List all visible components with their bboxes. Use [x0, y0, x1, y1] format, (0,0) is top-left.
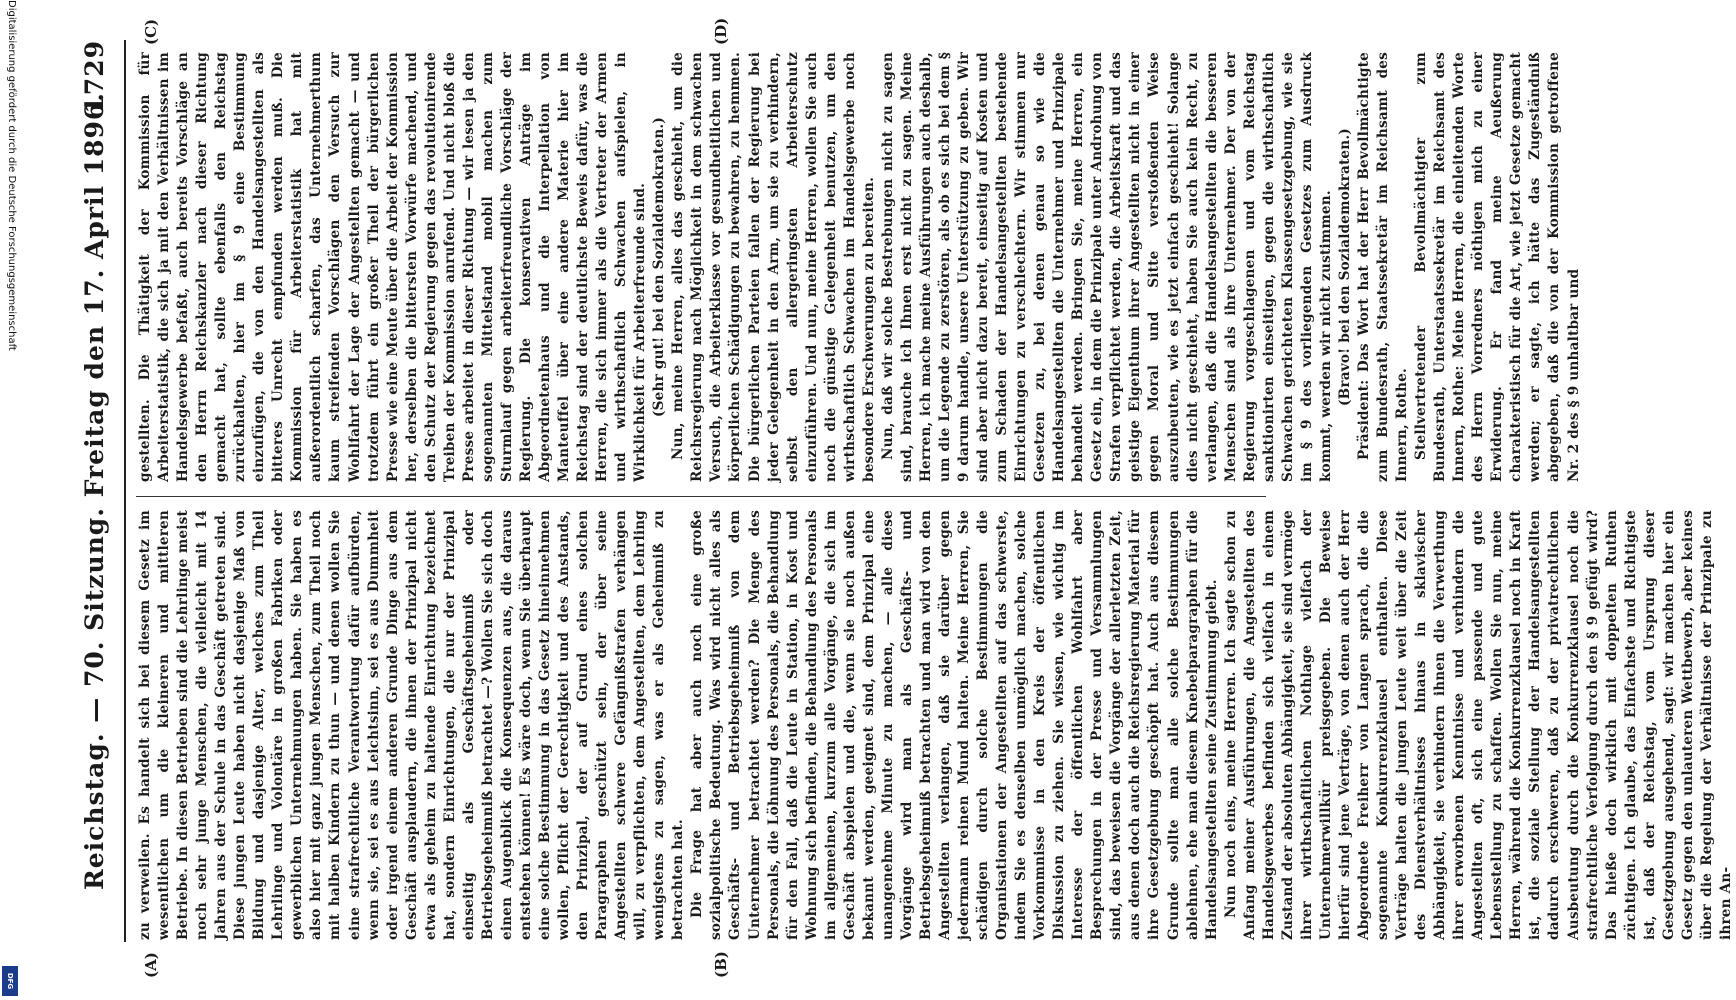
right-paragraph-2: Nun, meine Herren, alles das geschieht, um die Reichsregierung nach Möglichkeit in dem schwachen Versuch, die Arbeiterklasse vor gesundheitlichen und körperlichen Schädigungen zu bewahren, zu hemmen. Die bürgerlichen Parteien fallen der Regierung bei jeder Gelegenheit in den Arm, um sie zu verhindern, selbst den allergeringsten Arbeiterschutz einzuführen. Und nun, meine Herren, wollen Sie auch noch die günstige Gelegenheit benutzen, um den wirthschaftlich Schwachen im Handelsgewerbe noch besondere Erschwerungen zu bereiten.: [670, 52, 877, 482]
column-divider: [136, 496, 1266, 497]
digitization-sidebar: [4, 0, 18, 1000]
margin-marker-d: (D): [712, 17, 730, 45]
page-number: 1729: [80, 40, 109, 114]
left-paragraph-3: Nun noch eins, meine Herren. Ich sagte schon zu Anfang meiner Ausführungen, die Angestellten des Handelsgewerbes befinden sich vielfach in einem Zustand der absoluten Abhängigkeit, sie sind vermöge ihrer wirthschaftlichen Nothlage vielfach der Unternehmerwillkür preisgegeben. Die Beweise hierfür sind jene Verträge, von denen auch der Herr Abgeordnete Freiherr von Langen sprach, die die sogenannte Konkurrenzklausel enthalten. Diese Verträge halten die jungen Leute weit über die Zeit des Dienstverhältnisses hinaus in sklavischer Abhängigkeit, sie verhindern ihnen die Verwerthung ihrer erworbenen Kenntnisse und verhindern die Angestellten oft, sich eine passende und gute Lebensstellung zu schaffen. Wollen Sie nun, meine Herren, während die Konkurrenzklausel noch in Kraft ist, die soziale Stellung der Handelsangestellten dadurch erschweren, daß zu der privatrechtlichen Ausbeutung durch die Konkurrenzklausel noch die strafrechtliche Verfolgung durch den § 9 gefügt wird? Das hieße doch wirklich mit doppelten Ruthen züchtigen. Ich glaube, das Einfachste und Richtigste ist, daß der Reichstag, vom Ursprung dieser Gesetzgebung ausgehend, sagt: wir machen hier ein Gesetz gegen den unlauteren Wettbewerb, aber keines über die Regelung der Verhältnisse der Prinzipale zu ihren An-: [1222, 510, 1734, 940]
page-header: [74, 40, 118, 942]
dfg-logo-text: DFG: [6, 972, 14, 990]
margin-marker-a: (A): [142, 952, 160, 978]
header-rule: [124, 40, 126, 942]
right-paragraph-4: Präsident: Das Wort hat der Herr Bevollmächtigte zum Bundesrath, Staatssekretär im Reichsamt des Innern, Rothe.: [1356, 52, 1411, 482]
scanned-page: [32, 0, 1734, 1000]
left-paragraph-1: zu verweilen. Es handelt sich bei diesem Gesetz im wesentlichen um die kleineren und mittleren Betriebe. In diesen Betrieben sind die Lehrlinge meist noch sehr junge Menschen, die vielleicht mit 14 Jahren aus der Schule in das Geschäft getreten sind. Diese jungen Leute haben nicht dasjenige Maß von Bildung und dasjenige Alter, welches zum Theil Lehrlinge und Volontäre in großen Fabriken oder gewerblichen Unternehmungen haben. Sie haben es also hier mit ganz jungen Menschen, zum Theil noch mit halben Kindern zu thun — und denen wollen Sie eine strafrechtliche Verantwortung dafür aufbürden, wenn sie, sei es aus Leichtsinn, sei es aus Dummheit oder irgend einem anderen Grunde Dinge aus dem Geschäft ausplaudern, die ihnen der Prinzipal nicht etwa als geheim zu haltende Einrichtung bezeichnet hat, sondern Einrichtungen, die nur der Prinzipal einseitig als Geschäftsgeheimniß oder Betriebsgeheimniß betrachtet —? Wollen Sie sich doch einen Augenblick die Konsequenzen aus, die daraus entstehen können! Es wäre doch, wenn Sie überhaupt eine solche Bestimmung in das Gesetz hineinnehmen wollen, Pflicht der Gerechtigkeit und des Anstands, den Prinzipal, der auf Grund eines solchen Paragraphen geschützt sein, der über seine Angestellten schwere Gefängnißstrafen verhängen will, zu verpflichten, dem Angestellten, dem Lehrling wenigstens zu sagen, was er als Geheimniß zu betrachten hat.: [137, 510, 687, 940]
margin-marker-b: (B): [712, 951, 730, 978]
margin-marker-c: (C): [142, 18, 160, 45]
header-title: Reichstag. — 70. Sitzung. Freitag den 17. April 1896.: [80, 91, 109, 891]
digitization-credit: Digitalisierung gefördert durch die Deutsche Forschungsgemeinschaft: [6, 0, 17, 351]
left-paragraph-2: Die Frage hat aber auch noch eine große sozialpolitische Bedeutung. Was wird nicht alles als Geschäfts- und Betriebsgeheimniß von dem Unternehmer betrachtet werden? Die Menge des Personals, die Löhnung des Personals, die Behandlung für den Fall, daß die Leute in Station, in Kost und Wohnung sich befinden, die Behandlung des Personals im allgemeinen, kurzum alle Vorgänge, die sich im Geschäft abspielen und die, wenn sie noch außen bekannt werden, geeignet sind, dem Prinzipal eine unangenehme Minute zu machen, — alle diese Vorgänge wird man als Geschäfts- und Betriebsgeheimniß betrachten und man wird von den Angestellten verlangen, daß sie darüber gegen jedermann reinen Mund halten. Meine Herren, Sie schädigen durch solche Bestimmungen die Organisationen der Angestellten auf das schwerste, indem Sie es denselben unmöglich machen, solche Vorkommnisse in den Kreis der öffentlichen Diskussion zu ziehen. Sie wissen, wie wichtig im Interesse der öffentlichen Wohlfahrt aber Besprechungen in der Presse und Versammlungen sind, das beweisen die Vorgänge der allerletzten Zeit, aus denen doch auch die Reichsregierung Material für ihre Gesetzgebung geschöpft hat. Auch aus diesem Grunde sollte man alle solche Bestimmungen ablehnen, ehe man diesem Knebelparagraphen für die Handelsangestellten seine Zustimmung giebt.: [689, 510, 1220, 940]
interjection-2: (Bravo! bei den Sozialdemokraten.): [1336, 128, 1353, 406]
right-column: [136, 52, 1582, 482]
left-column: [136, 510, 1734, 940]
interjection-1: (Sehr gut! bei den Sozialdemokraten.): [651, 117, 668, 417]
right-paragraph-5: Stellvertretender Bevollmächtigter zum Bundesrath, Unterstaatssekretär im Reichsamt des Innern, Rothe: Meine Herren, die einleitenden Worte des Herrn Vorredners nöthigen mich zu einer Erwiderung. Er fand meine Aeußerung charakteristisch für die Art, wie jetzt Gesetze gemacht werden; er sagte, ich hätte das Zugeständniß abgegeben, daß die von der Kommission getroffene Nr. 2 des § 9 unhaltbar und: [1413, 52, 1582, 482]
dfg-logo: [2, 966, 18, 996]
right-paragraph-3: Nun, daß wir solche Bestrebungen nicht zu sagen sind, brauche ich Ihnen erst nicht zu sagen. Meine Herren, ich mache meine Ausführungen auch deshalb, um die Legende zu zerstören, als ob es sich bei dem § 9 darum handle, unsere Unterstützung zu geben. Wir sind aber nicht dazu bereit, einseitig auf Kosten und zum Schaden der Handelsangestellten bestehende Einrichtungen zu verschlechtern. Wir stimmen nur Gesetzen zu, bei denen genau so wie die Handelsangestellten die Unternehmer und Prinzipale behandelt werden. Bringen Sie, meine Herren, ein Gesetz ein, in dem die Prinzipale unter Androhung von Strafen verpflichtet werden, die Arbeitskraft und das geistige Eigenthum ihrer Angestellten nicht in einer gegen Moral und Sitte verstoßenden Weise auszubeuten, wie es jetzt einfach geschieht! Solange dies nicht geschieht, haben Sie auch kein Recht, zu verlangen, daß die Handelsangestellten die besseren Menschen sind als ihre Unternehmer. Der von der Regierung vorgeschlagenen und vom Reichstag sanktionirten einseitigen, gegen die wirthschaftlich Schwachen gerichteten Klassengesetzgebung, wie sie im § 9 des vorliegenden Gesetzes zum Ausdruck kommt, werden wir nicht zustimmen.: [879, 52, 1334, 482]
right-paragraph-1: gestellten. Die Thätigkeit der Kommission für Arbeiterstatistik, die sich ja mit den Verhältnissen im Handelsgewerbe befaßt, auch bereits Vorschläge an den Herrn Reichskanzler nach dieser Richtung gemacht hat, sollte ebenfalls den Reichstag zurückhalten, hier im § 9 eine Bestimmung einzufügen, die von den Handelsangestellten als bitteres Unrecht empfunden werden muß. Die Kommission für Arbeiterstatistik hat mit außerordentlich scharfen, das Unternehmerthum kaum streifenden Vorschlägen den Versuch zur Wohlfahrt der Lage der Angestellten gemacht — und trotzdem führt ein großer Theil der bürgerlichen Presse wie eine Meute über die Arbeit der Kommission her, derselben die bittersten Vorwürfe machend, und den Schutz der Regierung gegen das revolutionirende Treiben der Kommission anrufend. Und nicht bloß die Presse arbeitet in dieser Richtung — wir lesen ja den sogenannten Mittelstand mobil machen zum Sturmlauf gegen arbeiterfreundliche Vorschläge der Regierung. Die konservativen Anträge im Abgeordnetenhaus und die Interpellation von Manteuffel über eine andere Materie hier im Reichstag sind der deutlichste Beweis dafür, was die Herren, die sich immer als die Vertreter der Armen und wirthschaftlich Schwachen aufspielen, in Wirklichkeit für Arbeiterfreunde sind.: [137, 52, 649, 482]
